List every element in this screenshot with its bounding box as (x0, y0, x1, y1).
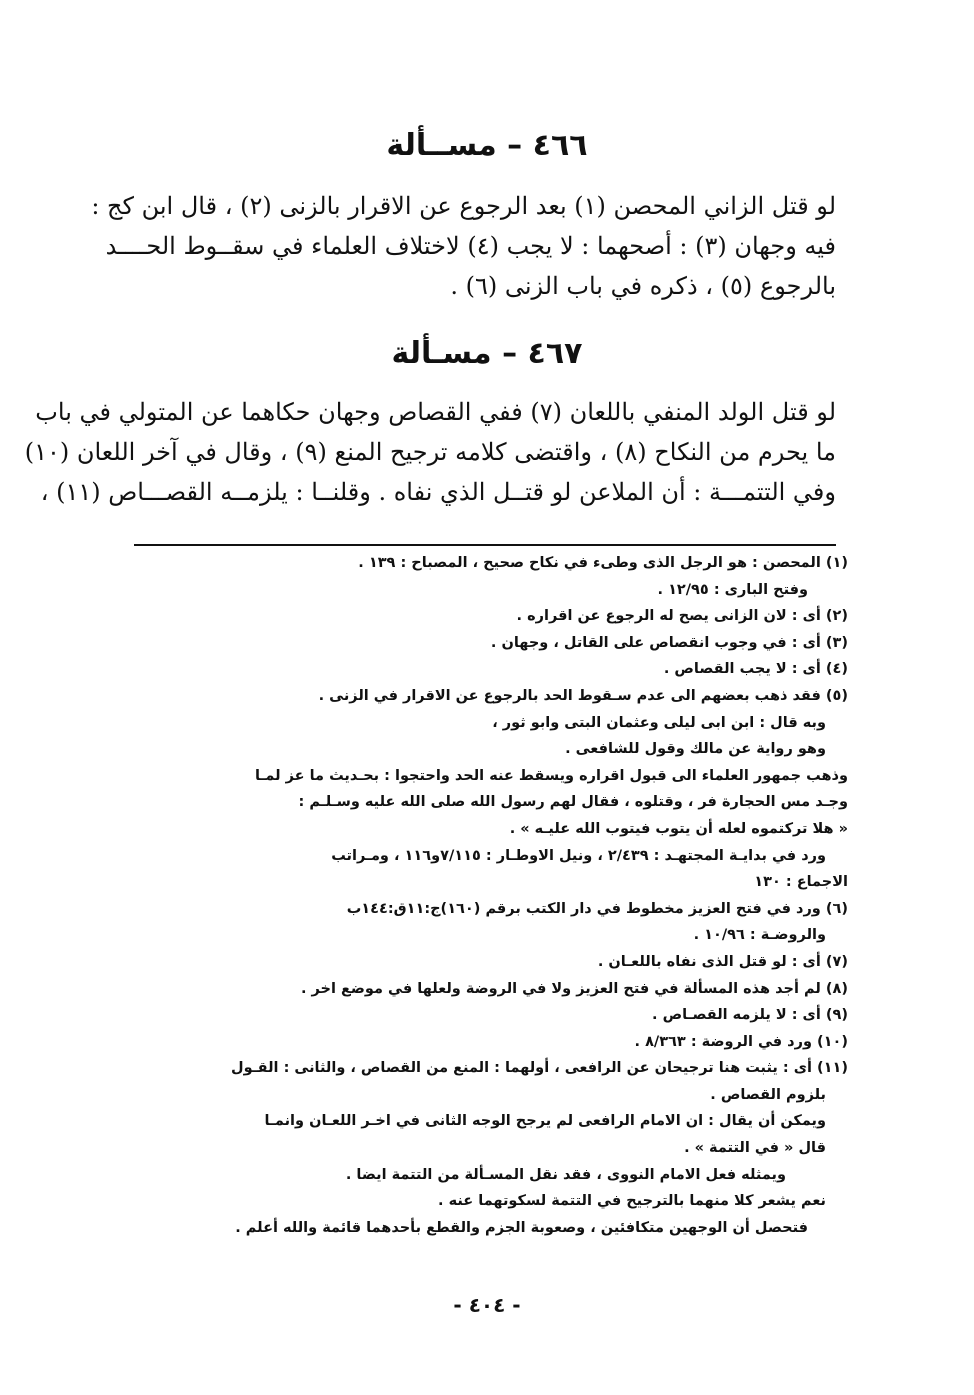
footnote-5-cont: الاجماع : ١٣٠ (754, 874, 848, 891)
footnote-11-cont: ويمكن أن يقال : ان الامام الرافعى لم يرجح الوجه الثانى في اخـر اللعـان وانمـا (264, 1113, 826, 1130)
footnote-11-cont: بلزوم القصاص . (710, 1086, 826, 1103)
body-line: بالرجوع (٥) ، ذكره في باب الزنى (٦) . (450, 272, 836, 300)
footnote-2: (٢) أى : لان الزانى يصح له الرجوع عن اقراره . (516, 608, 848, 625)
footnote-11-cont: فتحصل أن الوجهين متكافئين ، وصعوبة الجزم والقطع بأحدهما قائمة والله أعلم . (235, 1219, 808, 1236)
footnote-5-cont: « هلا تركتموه لعله أن يتوب فيتوب الله عليـه » . (509, 820, 848, 837)
body-line: فيه وجهان (٣) : أصحهما : لا يجب (٤) لاختلاف العلماء في سقــوط الحــــد (105, 232, 836, 260)
section-467-body (24, 392, 836, 512)
footnote-5-cont: وبه قال : ابن ابى ليلى وعثمان البتى وابو ثور ، (492, 714, 826, 731)
footnote-11: (١١) أى : يثبت هنا ترجيحان عن الرافعى ، أولهما : المنع من القصاص ، والثانى : القـول (231, 1060, 848, 1077)
section-467-heading: ٤٦٧ – مسـألة (391, 336, 583, 371)
footnote-1: (١) المحصن : هو الرجل الذى وطىء في نكاح صحيح ، المصباح : ١٣٩ . (358, 555, 848, 571)
section-466-heading: ٤٦٦ – مســألة (386, 128, 588, 163)
footnote-5-cont: ورد في بدايـة المجتهـد : ٢/٤٣٩ ، ونيل الاوطـار : ٧/١١٥و١١٦ ، ومـراتب (331, 847, 826, 864)
body-line: ما يحرم من النكاح (٨) ، واقتضى كلامه ترجيح المنع (٩) ، وقال في آخر اللعان (١٠) (24, 438, 836, 466)
body-line: لو قتل الولد المنفي باللعان (٧) ففي القصاص وجهان حكاهما عن المتولي في باب (35, 398, 836, 426)
footnote-6-cont: والروضـة : ١٠/٩٦ . (693, 927, 826, 944)
footnote-10: (١٠) ورد في الروضة : ٨/٣٦٣ . (634, 1033, 848, 1050)
section-466-body (91, 186, 836, 306)
body-line: لو قتل الزاني المحصن (١) بعد الرجوع عن الاقرار بالزنى (٢) ، قال ابن كج : (91, 192, 836, 220)
body-line: وفي التتمـــة : أن الملاعن لو قتــل الذي نفاه . وقلنــا : يلزمــه القصـــاص (١١) ، (40, 478, 836, 506)
footnote-11-cont: ويمثله فعل الامام النووى ، فقد نقل المسـألة من التتمة ايضا . (345, 1166, 786, 1183)
footnote-5-cont: وذهب جمهور العلماء الى قبول اقراره ويسقط عنه الحد واحتجوا : بحـديث ما عز لمـا (255, 767, 848, 784)
footnote-1-cont: وفتح البارى : ١٢/٩٥ . (657, 581, 808, 598)
footnote-9: (٩) أى : لا يلزمه القصـاص . (652, 1007, 848, 1024)
footnote-6: (٦) ورد في فتح العزيز مخطوط في دار الكتب برقم (١٦٠)ج:١١ق:١٤٤ب (346, 900, 848, 917)
footnote-divider (134, 544, 836, 546)
footnote-8: (٨) لم أجد هذه المسألة في فتح العزيز ولا في الروضة ولعلها في موضع اخر . (300, 980, 848, 997)
footnote-5: (٥) فقد ذهب بعضهم الى عدم سـقوط الحد بالرجوع عن الاقرار في الزنى . (318, 687, 848, 704)
footnote-3: (٣) أى : في وجوب انقصاص على القاتل ، وجهان . (490, 634, 848, 651)
footnote-7: (٧) أى : لو قتل الذى نفاه باللعـان . (597, 953, 848, 970)
footnote-5-cont: وهو رواية عن مالك وقول للشافعى . (565, 741, 826, 758)
footnote-5-cont: وجـد مس الحجارة فر ، وقتلوه ، فقال لهم رسول الله صلى الله عليه وسـلـم : (298, 794, 848, 811)
footnote-4: (٤) أى : لا يجب القصاص . (663, 661, 848, 678)
footnotes (130, 550, 848, 1241)
footnote-11-cont: قال « في التتمة » . (684, 1140, 826, 1157)
footnote-11-cont: نعم يشعر كلا منهما بالترجيح في التتمة لسكوتهما عنه . (438, 1193, 826, 1210)
page-number: - ٤٠٤ - (453, 1293, 521, 1317)
